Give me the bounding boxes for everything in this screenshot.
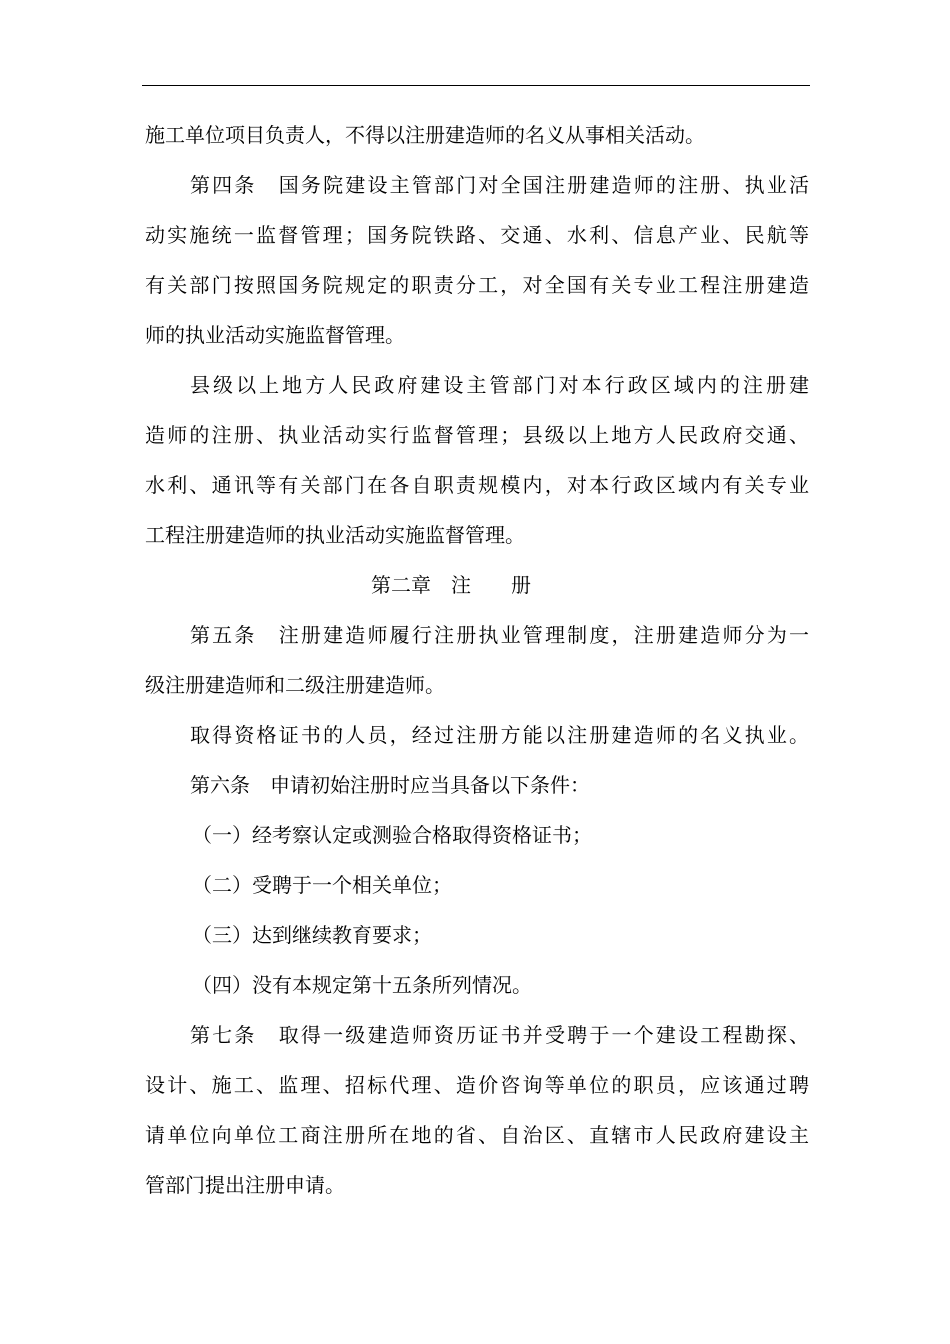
article-6-line: 第六条 申请初始注册时应当具备以下条件： xyxy=(190,773,590,797)
condition-item-2: （二）受聘于一个相关单位； xyxy=(192,873,452,897)
condition-item-3: （三）达到继续教育要求； xyxy=(192,923,432,947)
condition-item-1: （一）经考察认定或测验合格取得资格证书； xyxy=(192,823,592,847)
text-line: 师的执业活动实施监督管理。 xyxy=(145,323,405,347)
text-line: 造师的注册、执业活动实行监督管理；县级以上地方人民政府交通、 xyxy=(145,423,809,447)
chapter-heading: 第二章 注 册 xyxy=(371,573,531,597)
article-5-line: 第五条 注册建造师履行注册执业管理制度，注册建造师分为一 xyxy=(190,623,809,647)
text-line: 级注册建造师和二级注册建造师。 xyxy=(145,673,445,697)
document-body xyxy=(145,110,809,1210)
text-line: 施工单位项目负责人，不得以注册建造师的名义从事相关活动。 xyxy=(145,123,705,147)
condition-item-4: （四）没有本规定第十五条所列情况。 xyxy=(192,973,532,997)
article-7-line: 第七条 取得一级建造师资历证书并受聘于一个建设工程勘探、 xyxy=(190,1023,809,1047)
paragraph-line: 县级以上地方人民政府建设主管部门对本行政区域内的注册建 xyxy=(190,373,809,397)
text-line: 管部门提出注册申请。 xyxy=(145,1173,345,1197)
text-line: 有关部门按照国务院规定的职责分工，对全国有关专业工程注册建造 xyxy=(145,273,809,297)
text-line: 动实施统一监督管理；国务院铁路、交通、水利、信息产业、民航等 xyxy=(145,223,809,247)
article-4-line: 第四条 国务院建设主管部门对全国注册建造师的注册、执业活 xyxy=(190,173,809,197)
text-line: 工程注册建造师的执业活动实施监督管理。 xyxy=(145,523,525,547)
header-rule xyxy=(142,85,810,86)
text-line: 请单位向单位工商注册所在地的省、自治区、直辖市人民政府建设主 xyxy=(145,1123,809,1147)
paragraph-line: 取得资格证书的人员，经过注册方能以注册建造师的名义执业。 xyxy=(190,723,809,747)
text-line: 设计、施工、监理、招标代理、造价咨询等单位的职员，应该通过聘 xyxy=(145,1073,809,1097)
text-line: 水利、通讯等有关部门在各自职责规模内，对本行政区域内有关专业 xyxy=(145,473,809,497)
